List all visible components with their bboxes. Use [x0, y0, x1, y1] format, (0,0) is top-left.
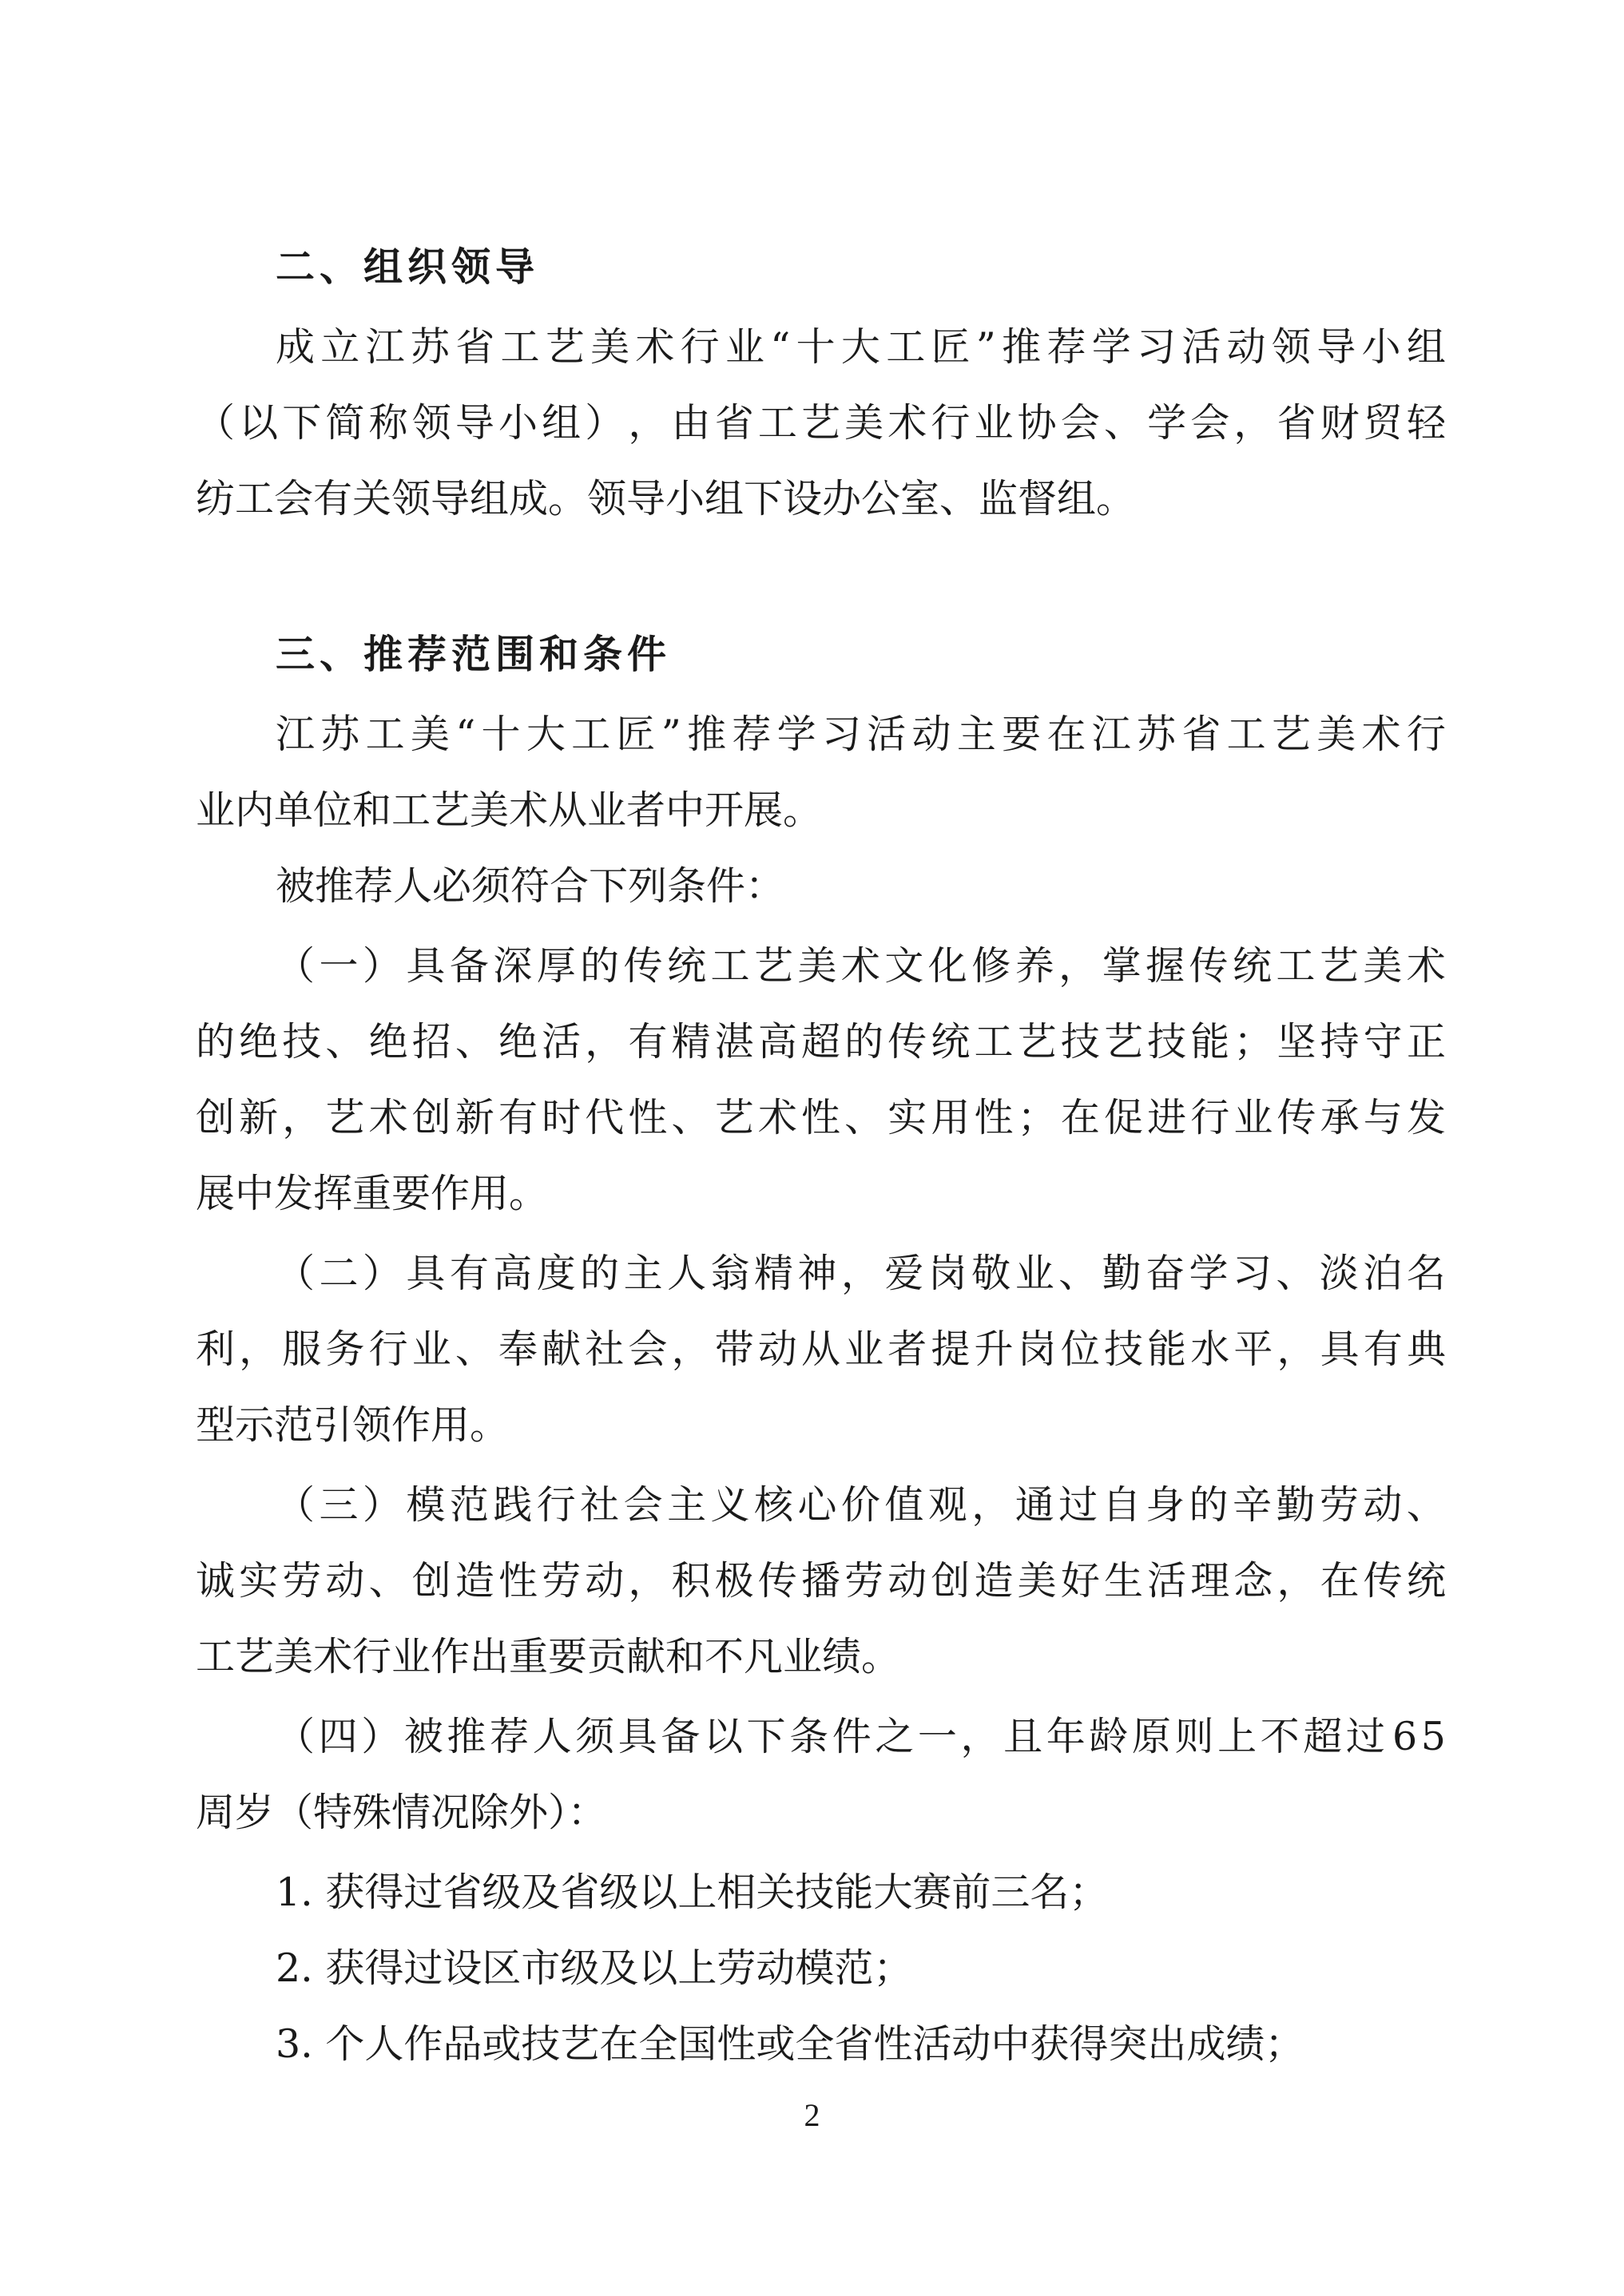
list-item: 2. 获得过设区市级及以上劳动模范；: [276, 1945, 913, 1991]
paragraph-line: [0, 695, 1624, 775]
sub-item-line: [0, 1853, 1624, 1933]
condition-item-1-line: [0, 926, 1624, 1006]
paragraph-line: [0, 459, 1624, 539]
condition-item-3-line: [0, 1465, 1624, 1545]
sub-item-line: [0, 2005, 1624, 2084]
list-item: 3. 个人作品或技艺在全国性或全省性活动中获得突出成绩；: [276, 2021, 1304, 2067]
page-number: 2: [804, 2097, 820, 2133]
section-heading-organization: [0, 228, 1624, 307]
paragraph-text: （ 二 ） 具 有 高 度 的 主 人 翁 精 神 ， 爱 岗 敬 业 、 勤 奋 学 习 、 淡 泊 名: [276, 1251, 1446, 1296]
paragraph-text: 型示范引领作用。: [196, 1402, 510, 1448]
paragraph-text: （ 一 ） 具 备 深 厚 的 传 统 工 艺 美 术 文 化 修 养 ， 掌 握 传 统 工 艺 美 术: [276, 943, 1446, 989]
paragraph-line: [0, 771, 1624, 851]
sub-item-line: [0, 1929, 1624, 2009]
paragraph-text: 周岁（特殊情况除外）：: [196, 1790, 607, 1835]
paragraph-text: 的 绝 技 、 绝 招 、 绝 活 ， 有 精 湛 高 超 的 传 统 工 艺 技 艺 技 能 ； 坚 持 守 正: [196, 1019, 1446, 1065]
list-item: 1. 获得过省级及省级以上相关技能大赛前三名；: [276, 1870, 1109, 1915]
paragraph-text: 业内单位和工艺美术从业者中开展。: [196, 787, 823, 833]
heading-text: 三、推荐范围和条件: [276, 632, 672, 677]
paragraph-text: 纺工会有关领导组成。领导小组下设办公室、监督组。: [196, 476, 1136, 521]
paragraph-line: [0, 383, 1624, 463]
heading-text: 二、组织领导: [276, 244, 540, 290]
paragraph-text: 江 苏 工 美 “ 十 大 工 匠 ” 推 荐 学 习 活 动 主 要 在 江 苏 省 工 艺 美 术 行: [276, 712, 1446, 757]
paragraph-text: 利 ， 服 务 行 业 、 奉 献 社 会 ， 带 动 从 业 者 提 升 岗 位 技 能 水 平 ， 具 有 典: [196, 1326, 1446, 1372]
condition-item-3-line: [0, 1617, 1624, 1697]
condition-item-1-line: [0, 1154, 1624, 1234]
condition-item-2-line: [0, 1234, 1624, 1314]
condition-item-3-line: [0, 1541, 1624, 1621]
condition-item-1-line: [0, 1002, 1624, 1082]
paragraph-text: 被推荐人必须符合下列条件：: [276, 863, 785, 909]
condition-item-4-line: [0, 1697, 1624, 1777]
paragraph-text: 诚 实 劳 动 、 创 造 性 劳 动 ， 积 极 传 播 劳 动 创 造 美 好 生 活 理 念 ， 在 传 统: [196, 1558, 1446, 1604]
section-heading-scope: [0, 615, 1624, 695]
paragraph-text: 成 立 江 苏 省 工 艺 美 术 行 业 “ 十 大 工 匠 ” 推 荐 学 习 活 动 领 导 小 组: [276, 324, 1446, 370]
paragraph-text: （ 四 ） 被 推 荐 人 须 具 备 以 下 条 件 之 一 ， 且 年 龄 原 则 上 不 超 过 6 5: [276, 1714, 1446, 1759]
paragraph-line: [0, 847, 1624, 926]
paragraph-text: （ 以 下 简 称 领 导 小 组 ） ， 由 省 工 艺 美 术 行 业 协 会 、 学 会 ， 省 财 贸 轻: [196, 400, 1446, 446]
condition-item-4-line: [0, 1773, 1624, 1853]
condition-item-2-line: [0, 1310, 1624, 1390]
paragraph-line: [0, 307, 1624, 387]
paragraph-text: 创 新 ， 艺 术 创 新 有 时 代 性 、 艺 术 性 、 实 用 性 ； 在 促 进 行 业 传 承 与 发: [196, 1095, 1446, 1140]
paragraph-text: 工艺美术行业作出重要贡献和不凡业绩。: [196, 1634, 901, 1679]
paragraph-text: （ 三 ） 模 范 践 行 社 会 主 义 核 心 价 值 观 ， 通 过 自 身 的 辛 勤 劳 动 、: [276, 1482, 1446, 1528]
condition-item-1-line: [0, 1078, 1624, 1158]
condition-item-2-line: [0, 1386, 1624, 1465]
paragraph-text: 展中发挥重要作用。: [196, 1171, 549, 1216]
